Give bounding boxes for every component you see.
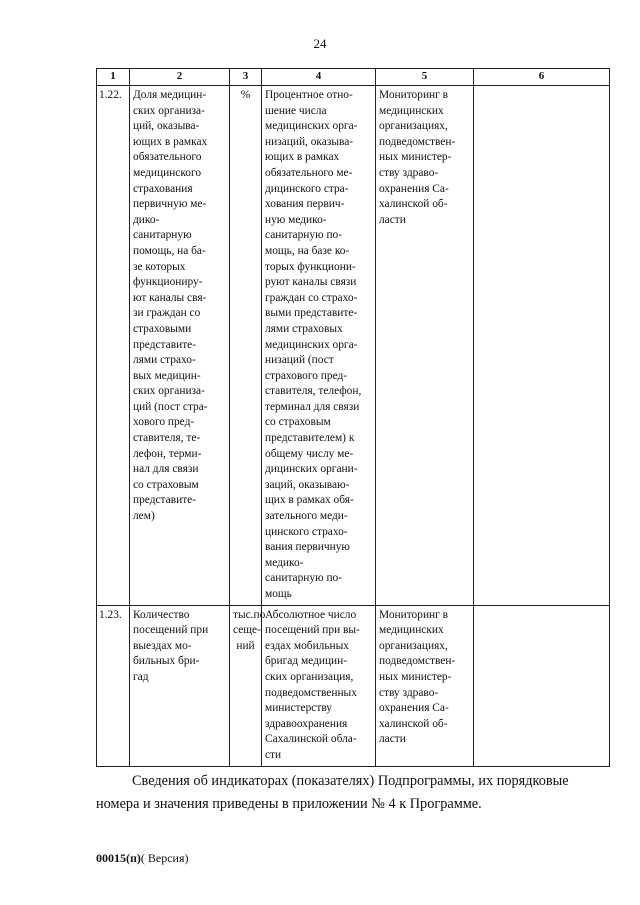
cell-line: помощь, на ба- [133, 244, 206, 257]
cell-line: руют каналы связи [265, 276, 357, 289]
cell-line: посещений при [133, 624, 209, 637]
paragraph-line: номера и значения приведены в приложении № 4 к Программе. [96, 796, 482, 812]
cell-line: Абсолютное число [265, 608, 357, 621]
indicator-name-cell [130, 86, 230, 606]
cell-line: ставителя, телефон, [265, 385, 362, 398]
cell-line: халинской об- [379, 198, 448, 211]
cell-line: страховыми [133, 322, 192, 335]
cell-line: ских организа- [133, 104, 205, 117]
extra-cell [474, 86, 610, 606]
paragraph-line: Сведения об индикаторах (показателях) Подпрограммы, их порядковые [132, 773, 569, 789]
cell-line: ющих в рамках [265, 151, 340, 164]
cell-line: общему числу ме- [265, 447, 354, 460]
cell-line: медицинских [379, 624, 444, 637]
extra-cell [474, 605, 610, 766]
cell-line: вых медицин- [133, 369, 201, 382]
cell-line: ных министер- [379, 670, 452, 683]
cell-line: заций, оказываю- [265, 478, 350, 491]
cell-line: посещений при вы- [265, 624, 360, 637]
cell-line: шение числа [265, 104, 327, 117]
cell-line: ций (пост стра- [133, 400, 208, 413]
cell-line: бригад медицин- [265, 655, 348, 668]
cell-line: лефон, терми- [133, 447, 202, 460]
cell-line: Мониторинг в [379, 89, 449, 101]
cell-line: зательного меди- [265, 510, 348, 523]
header-col-6: 6 [474, 69, 610, 86]
cell-line: Мониторинг в [379, 608, 449, 621]
cell-line: здравоохранения [265, 717, 348, 730]
cell-line: ставителя, те- [133, 432, 201, 445]
cell-line: ских организация, [265, 670, 354, 683]
cell-line: выездах мо- [133, 639, 192, 652]
cell-line: ций, оказыва- [133, 120, 200, 133]
cell-line: хования первич- [265, 198, 345, 211]
cell-line: со страховым [133, 478, 199, 491]
cell-line: санитарную по- [265, 572, 343, 585]
cell-line: сти [265, 748, 282, 761]
document-version: ( Версия) [140, 851, 189, 865]
cell-line: подведомственных [265, 686, 357, 699]
cell-line: низаций, оказыва- [265, 135, 354, 148]
cell-line: Количество [133, 608, 190, 621]
cell-line: представите- [133, 494, 197, 507]
cell-line: тыс.по [233, 608, 266, 621]
cell-line: % [240, 89, 251, 101]
cell-line: халинской об- [379, 717, 448, 730]
cell-line: лем) [133, 510, 155, 523]
indicators-table [96, 68, 610, 767]
cell-line: дицинского стра- [265, 182, 349, 195]
cell-line: ездах мобильных [265, 639, 350, 652]
cell-line: граждан со страхо- [265, 291, 358, 304]
cell-line: Доля медицин- [133, 89, 207, 101]
header-col-5: 5 [376, 69, 474, 86]
indicator-name-cell [130, 605, 230, 766]
cell-line: сеще- [233, 624, 261, 637]
cell-line: представите- [133, 338, 197, 351]
cell-line: выми представите- [265, 307, 358, 320]
unit-cell [230, 605, 266, 766]
cell-line: ний [236, 639, 255, 652]
cell-line: ских организа- [133, 385, 205, 398]
cell-line: ству здраво- [379, 686, 439, 699]
cell-line: щих в рамках обя- [265, 494, 354, 507]
cell-line: вания первичную [265, 541, 350, 554]
cell-line: подведомствен- [379, 655, 456, 668]
cell-line: со страховым [265, 416, 331, 429]
cell-line: медицинских [379, 104, 444, 117]
cell-line: лями страховых [265, 322, 343, 335]
cell-line: гад [133, 670, 149, 683]
header-col-2: 2 [130, 69, 230, 86]
page-number: 24 [313, 36, 327, 51]
cell-line: санитарную по- [265, 229, 343, 242]
table-row [97, 605, 610, 766]
document-code [96, 851, 189, 865]
cell-line: лями страхо- [133, 354, 196, 367]
cell-line: охранения Са- [379, 702, 449, 715]
cell-line: обязательного [133, 151, 202, 164]
header-col-3: 3 [230, 69, 262, 86]
cell-line: мощь [265, 588, 292, 600]
cell-line: санитарную [133, 229, 192, 242]
cell-line: торых функциони- [265, 260, 356, 273]
cell-line: представителем) к [265, 432, 355, 445]
cell-line: медицинских орга- [265, 120, 358, 133]
cell-line: первичную ме- [133, 198, 207, 211]
cell-line: Процентное отно- [265, 89, 353, 101]
cell-line: ласти [379, 213, 406, 226]
cell-line: зе которых [133, 260, 186, 273]
cell-line: подведомствен- [379, 135, 456, 148]
unit-cell [230, 86, 262, 606]
cell-line: страхового пред- [265, 369, 348, 382]
cell-line: хового пред- [133, 416, 195, 429]
data-source-cell [376, 605, 474, 766]
cell-line: дицинских органи- [265, 463, 358, 476]
cell-line: организациях, [379, 639, 448, 652]
cell-line: дико- [133, 213, 160, 226]
cell-line: бильных бри- [133, 655, 200, 668]
calculation-method-cell [262, 86, 376, 606]
cell-line: медицинских орга- [265, 338, 358, 351]
data-source-cell [376, 86, 474, 606]
cell-line: терминал для связи [265, 400, 360, 413]
row-number-cell: 1.23. [97, 605, 130, 766]
header-col-1: 1 [97, 69, 130, 86]
cell-line: страхования [133, 182, 193, 195]
cell-line: низаций (пост [265, 354, 334, 367]
table-header-row [97, 69, 610, 86]
cell-line: зи граждан со [133, 307, 201, 320]
cell-line: мощь, на базе ко- [265, 244, 350, 257]
cell-line: ных министер- [379, 151, 452, 164]
cell-line: министерству [265, 702, 332, 715]
cell-line: медицинского [133, 166, 202, 179]
cell-line: ют каналы свя- [133, 291, 207, 304]
cell-line: нал для связи [133, 463, 199, 476]
table-row [97, 86, 610, 606]
cell-line: цинского страхо- [265, 525, 348, 538]
cell-line: ющих в рамках [133, 135, 208, 148]
row-number-cell: 1.22. [97, 86, 130, 606]
cell-line: обязательного ме- [265, 166, 353, 179]
cell-line: охранения Са- [379, 182, 449, 195]
indicators-paragraph [96, 770, 610, 816]
document-code-number: 00015(п) [96, 851, 141, 865]
cell-line: Сахалинской обла- [265, 733, 357, 746]
cell-line: ству здраво- [379, 166, 439, 179]
calculation-method-cell [262, 605, 376, 766]
cell-line: ную медико- [265, 213, 327, 226]
cell-line: ласти [379, 733, 406, 746]
cell-line: функциониру- [133, 276, 203, 289]
cell-line: организациях, [379, 120, 448, 133]
cell-line: медико- [265, 556, 304, 569]
header-col-4: 4 [262, 69, 376, 86]
